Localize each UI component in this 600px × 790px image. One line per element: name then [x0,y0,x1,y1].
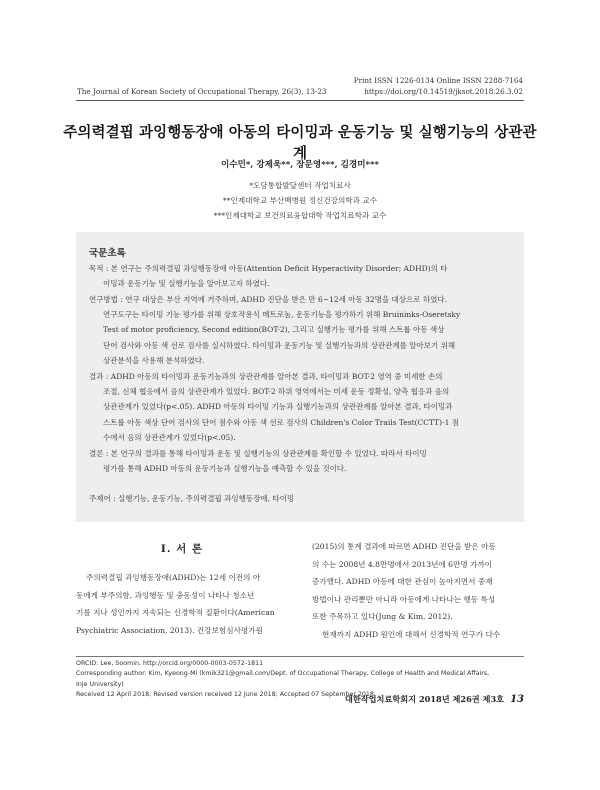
conclusion-line-1: 결론 : 본 연구의 결과를 통해 타이밍과 운동 및 실행기능의 상관관계를 확인할 수 있었다. 따라서 타이밍 [89,449,427,458]
purpose-line-2: 이밍과 운동기능 및 실행기능을 알아보고자 하였다. [103,279,270,289]
abstract-methods [89,292,515,368]
corresponding-note-1: Corresponding author: Kim, Kyeong-Mi (kmik321@gmail.com/Dept. of Occupational Therapy, College of Health and Medical Affairs, [76,670,490,678]
methods-line-3: Test of motor proficiency, Second edition(BOT-2), 그리고 실행기능 평가를 위해 스트룹 아동 색상 [103,325,445,335]
left-line-2: 동에게 부주의함, 과잉행동 및 충동성이 나타나 청소년 [76,590,255,600]
journal-citation: The Journal of Korean Society of Occupational Therapy, 26(3), 13-23 [77,87,327,96]
body-left-column [76,569,288,639]
results-line-4: 스트룹 아동 색상 단어 검사의 단어 점수와 아동 색 선로 검사의 Children's Color Trails Test(CCTT)-1 점 [103,417,460,427]
corresponding-note-2: Inje University) [76,680,124,688]
page-number: 13 [510,694,524,705]
issn: Print ISSN 1226-0134 Online ISSN 2288-7164 [353,76,523,85]
conclusion-line-2: 평가를 통해 ADHD 아동의 운동기능과 실행기능을 예측할 수 있을 것이다. [103,464,347,474]
abstract-results [89,369,515,445]
body-right-column [312,538,524,644]
keywords: 주제어 : 실행기능, 운동기능, 주의력결핍 과잉행동장애, 타이밍 [89,494,295,503]
abstract-heading: 국문초록 [89,248,126,259]
methods-line-2: 연구도구는 타이밍 기능 평가를 위해 상호작용식 메트로놈, 운동기능을 평가하기 위해 Bruininks-Oseretsky [103,310,461,320]
right-line-4: 방법이나 관리뿐만 아니라 아동에게 나타나는 행동 특성 [312,594,496,604]
footnote-rule [76,656,524,657]
results-line-3: 상관관계가 있었다(p<.05). ADHD 아동의 타이밍 기능과 실행기능과의 상관관계를 알아본 결과, 타이밍과 [103,402,453,412]
methods-line-4: 단어 검사와 아동 색 선로 검사를 실시하였다. 타이밍과 운동기능 및 실행기능과의 상관관계를 알아보기 위해 [103,340,456,350]
affiliation-1: *도담통합발달센터 작업치료사 [249,181,351,190]
journal-footer-name: 대한작업치료학회지 2018년 제26권 제3호 [344,694,505,704]
paper-title: 주의력결핍 과잉행동장애 아동의 타이밍과 운동기능 및 실행기능의 상관관계 [63,124,537,162]
right-line-1: (2015)의 통계 결과에 따르면 ADHD 진단을 받은 아동 [312,542,496,551]
authors: 이수민*, 강제욱**, 장문영***, 김경미*** [220,160,380,170]
affiliation-2: **인제대학교 부산백병원 정신건강의학과 교수 [222,196,378,205]
results-line-2: 조절, 신체 협응에서 음의 상관관계가 있었다. BOT-2 하위 영역에서는 미세 운동 정확성, 양측 협응과 음의 [103,387,450,397]
right-line-6: 현재까지 ADHD 원인에 대해서 신경학적 연구가 다수 [322,629,501,639]
section-title: Ⅰ. 서 론 [160,543,204,555]
right-line-3: 증가했다. ADHD 아동에 대한 관심이 높아지면서 중재 [312,577,493,587]
doi: https://doi.org/10.14519/jksot.2018.26.3.02 [364,87,523,96]
left-line-4: Psychiatric Association, 2013). 건강보험심사평가원 [76,625,263,635]
orcid-note: ORCID: Lee, Soomin, http://orcid.org/0000-0003-0572-1811 [76,660,264,667]
left-line-3: 기를 지나 성인까지 지속되는 신경학적 질환이다(American [76,608,275,618]
left-line-1: 주의력결핍 과잉행동장애(ADHD)는 12세 이전의 아 [86,573,261,582]
issn-doi-block [354,75,523,97]
methods-line-5: 상관분석을 사용해 분석하였다. [103,355,205,365]
right-line-2: 의 수는 2008년 4.8만명에서 2013년에 6만명 가까이 [312,559,493,569]
results-line-5: 수에서 음의 상관관계가 있었다(p<.05). [103,432,236,442]
results-line-1: 결과 : ADHD 아동의 타이밍과 운동기능과의 상관관계를 알아본 결과, 타이밍과 BOT-2 영역 중 미세한 손의 [89,372,443,381]
abstract-conclusion [89,446,515,476]
right-line-5: 또한 주목하고 있다(Jung & Kim, 2012). [312,612,453,622]
abstract-purpose [89,261,515,291]
header-rule [76,100,524,101]
methods-line-1: 연구방법 : 연구 대상은 부산 지역에 거주하며, ADHD 진단을 받은 만 6~12세 아동 32명을 대상으로 하였다. [89,295,447,304]
affiliation-3: ***인제대학교 보건의료융합대학 작업치료학과 교수 [213,211,387,220]
received-note: Received 12 April 2018; Revised version received 12 June 2018; Accepted 07 September 2018 [76,691,374,699]
purpose-line-1: 목적 : 본 연구는 주의력결핍 과잉행동장애 아동(Attention Deficit Hyperactivity Disorder; ADHD)의 타 [89,264,448,273]
journal-footer [345,694,524,705]
